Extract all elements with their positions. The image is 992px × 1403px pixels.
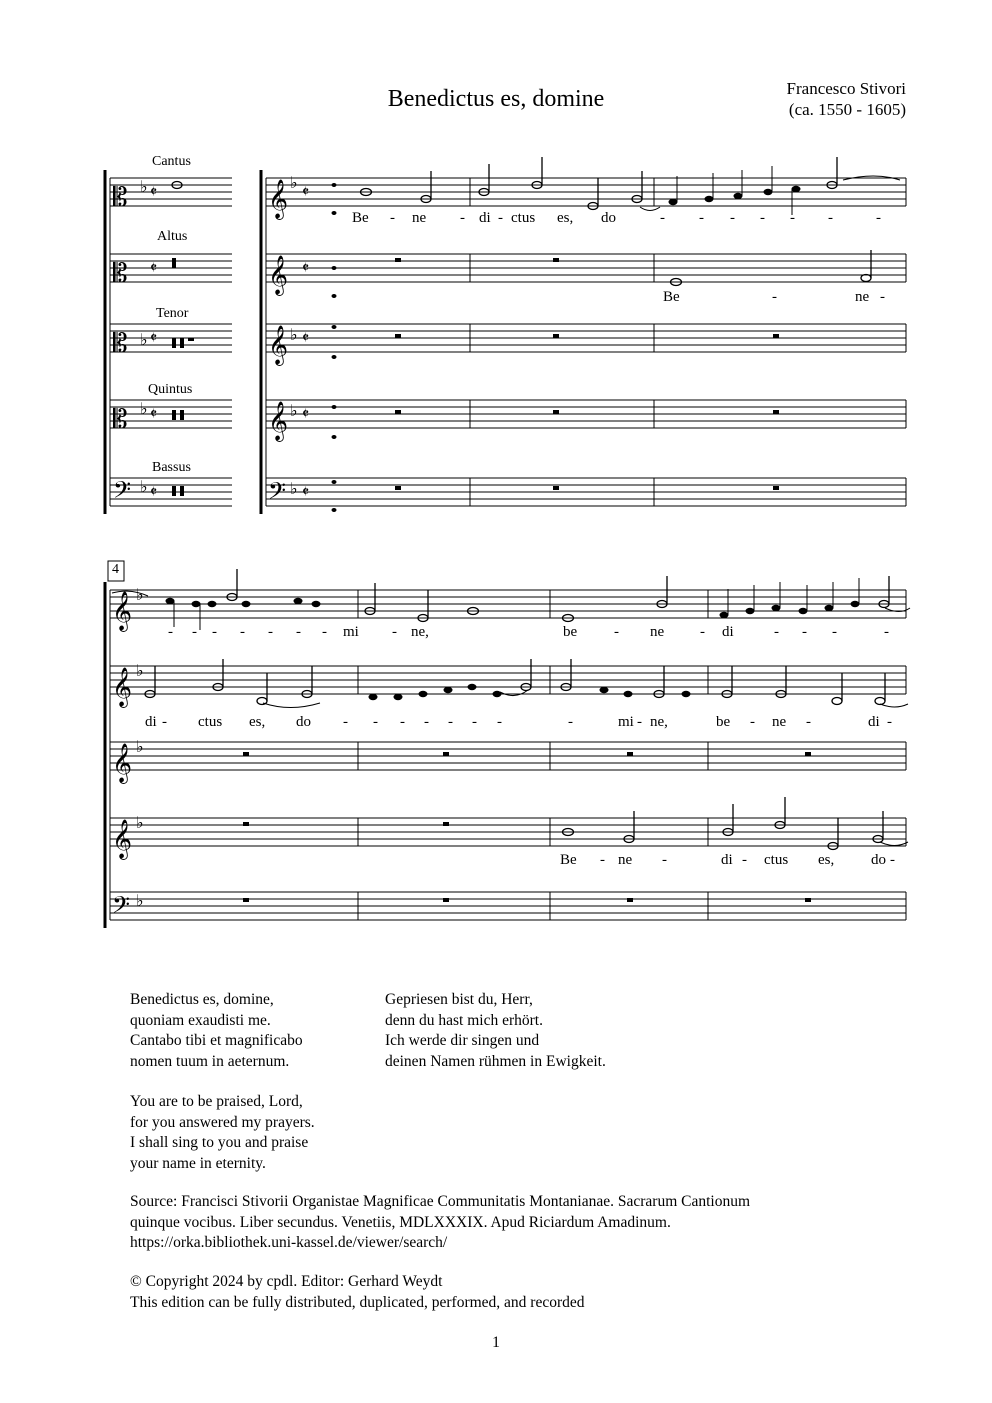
lyric-syllable: -	[750, 714, 755, 730]
lyric-syllable: -	[828, 210, 833, 226]
lyric-syllable: mi	[618, 714, 634, 730]
lyric-syllable: -	[832, 624, 837, 640]
text-line: © Copyright 2024 by cpdl. Editor: Gerhard Weydt	[130, 1273, 443, 1290]
lyric-syllable: Be	[663, 289, 680, 305]
text-line: Gepriesen bist du, Herr,	[385, 991, 533, 1008]
svg-text:𝄵: 𝄵	[302, 404, 310, 423]
svg-text:𝄞: 𝄞	[112, 743, 133, 783]
lyric-syllable: -	[730, 210, 735, 226]
lyric-syllable: -	[790, 210, 795, 226]
svg-text:𝄢: 𝄢	[112, 891, 131, 924]
lyric-syllable: -	[168, 624, 173, 640]
voice-label-tenor: Tenor	[156, 306, 189, 321]
lyric-syllable: -	[498, 210, 503, 226]
lyric-syllable: Be	[560, 852, 577, 868]
lyric-syllable: be	[716, 714, 731, 730]
lyric-syllable: ne	[650, 624, 665, 640]
lyric-syllable: do	[871, 852, 886, 868]
svg-text:𝄵: 𝄵	[150, 404, 158, 423]
lyric-syllable: -	[240, 624, 245, 640]
svg-text:𝄡: 𝄡	[113, 329, 128, 359]
lyric-syllable: -	[890, 852, 895, 868]
text-line: quinque vocibus. Liber secundus. Venetiis, MDLXXXIX. Apud Riciardum Amadinum.	[130, 1213, 671, 1231]
text-line: for you answered my prayers.	[130, 1113, 315, 1131]
source-url[interactable]: https://orka.bibliothek.uni-kassel.de/viewer/search/	[130, 1234, 448, 1251]
svg-text:𝄞: 𝄞	[112, 819, 133, 859]
measure-number: 4	[112, 562, 119, 577]
source-note	[130, 1192, 750, 1254]
svg-text:𝄢: 𝄢	[113, 476, 132, 509]
lyric-syllable: -	[760, 210, 765, 226]
text-line: your name in eternity.	[130, 1154, 266, 1172]
lyric-syllable: -	[162, 714, 167, 730]
lyric-syllable: -	[699, 210, 704, 226]
lyric-syllable: ne	[772, 714, 787, 730]
lyric-syllable: ctus	[511, 210, 536, 226]
text-line: I shall sing to you and praise	[130, 1134, 309, 1151]
lyric-syllable: -	[876, 210, 881, 226]
svg-text:𝄞: 𝄞	[268, 255, 289, 295]
lyric-syllable: Be	[352, 210, 369, 226]
svg-text:♭: ♭	[290, 401, 298, 420]
lyric-syllable: di	[868, 714, 880, 730]
piece-title: Benedictus es, domine	[387, 86, 605, 112]
lyric-syllable: -	[460, 210, 465, 226]
svg-text:𝄵: 𝄵	[150, 258, 158, 277]
svg-text:𝄵: 𝄵	[150, 328, 158, 347]
lyric-syllable: -	[424, 714, 429, 730]
voice-label-altus: Altus	[157, 229, 188, 244]
composer-name: Francesco Stivori	[786, 79, 906, 98]
svg-text:♭: ♭	[290, 173, 298, 192]
lyric-syllable: -	[774, 624, 779, 640]
lyric-syllable: do	[296, 714, 311, 730]
lyric-syllable: -	[600, 852, 605, 868]
svg-text:𝄡: 𝄡	[113, 183, 128, 213]
lyric-syllable: ne	[855, 289, 870, 305]
lyric-syllable: -	[497, 714, 502, 730]
svg-text:♭: ♭	[136, 661, 144, 680]
svg-text:𝄞: 𝄞	[268, 325, 289, 365]
lyric-syllable: es,	[557, 210, 574, 226]
page-number: 1	[492, 1334, 500, 1351]
lyric-syllable: -	[390, 210, 395, 226]
lyric-syllable: -	[296, 624, 301, 640]
lyric-syllable: di	[721, 852, 733, 868]
voice-label-cantus: Cantus	[152, 154, 191, 169]
svg-text:♭: ♭	[136, 891, 144, 910]
lyric-syllable: -	[343, 714, 348, 730]
svg-text:𝄵: 𝄵	[302, 258, 310, 277]
composer-dates: (ca. 1550 - 1605)	[788, 100, 906, 119]
lyric-syllable: -	[568, 714, 573, 730]
lyric-syllable: -	[472, 714, 477, 730]
lyric-syllable: -	[880, 289, 885, 305]
latin-text	[130, 990, 303, 1072]
lyric-syllable: be	[563, 624, 578, 640]
lyric-syllable: ctus	[198, 714, 223, 730]
svg-text:𝄵: 𝄵	[302, 482, 310, 501]
svg-text:♭: ♭	[136, 813, 144, 832]
lyric-syllable: di	[479, 210, 491, 226]
text-line: quoniam exaudisti me.	[130, 1011, 271, 1029]
lyric-syllable: -	[322, 624, 327, 640]
staff-system-2	[105, 561, 906, 928]
svg-text:♭: ♭	[136, 737, 144, 756]
svg-text:♭: ♭	[140, 177, 148, 196]
lyric-syllable: mi	[343, 624, 359, 640]
lyric-syllable: -	[268, 624, 273, 640]
lyric-syllable: -	[887, 714, 892, 730]
staff-system-1	[105, 170, 906, 514]
svg-text:𝄵: 𝄵	[150, 182, 158, 201]
lyric-syllable: -	[212, 624, 217, 640]
text-line: nomen tuum in aeternum.	[130, 1052, 290, 1070]
text-line: Source: Francisci Stivorii Organistae Magnificae Communitatis Montanianae. Sacrarum Cantionum	[130, 1193, 751, 1210]
lyric-syllable: -	[802, 624, 807, 640]
svg-text:♭: ♭	[136, 585, 144, 604]
lyric-syllable: ne	[618, 852, 633, 868]
lyric-syllable: -	[662, 852, 667, 868]
voice-label-quintus: Quintus	[148, 382, 193, 397]
lyric-syllable: ctus	[764, 852, 789, 868]
lyric-syllable: es,	[249, 714, 266, 730]
lyric-syllable: -	[660, 210, 665, 226]
lyric-syllable: di	[145, 714, 157, 730]
svg-text:𝄵: 𝄵	[302, 328, 310, 347]
text-line: Benedictus es, domine,	[130, 991, 274, 1008]
svg-text:𝄵: 𝄵	[150, 482, 158, 501]
text-line: This edition can be fully distributed, duplicated, performed, and recorded	[130, 1293, 585, 1311]
copyright-note	[130, 1272, 585, 1313]
english-text	[130, 1092, 315, 1174]
text-line: denn du hast mich erhört.	[385, 1011, 543, 1029]
lyric-syllable: -	[884, 624, 889, 640]
lyric-syllable: ne,	[411, 624, 429, 640]
lyric-syllable: -	[192, 624, 197, 640]
lyric-syllable: ne	[412, 210, 427, 226]
lyric-syllable: do	[601, 210, 616, 226]
lyric-syllable: -	[448, 714, 453, 730]
voice-label-bassus: Bassus	[152, 460, 191, 475]
text-line: Ich werde dir singen und	[385, 1032, 540, 1049]
svg-text:♭: ♭	[290, 325, 298, 344]
lyric-syllable: -	[806, 714, 811, 730]
lyric-syllable: ne,	[650, 714, 668, 730]
lyric-syllable: -	[772, 289, 777, 305]
svg-text:♭: ♭	[290, 479, 298, 498]
lyric-syllable: -	[400, 714, 405, 730]
lyric-syllable: di	[722, 624, 734, 640]
lyric-syllable: -	[742, 852, 747, 868]
lyric-syllable: -	[700, 624, 705, 640]
lyric-syllable: -	[637, 714, 642, 730]
svg-text:♭: ♭	[140, 399, 148, 418]
text-line: deinen Namen rühmen in Ewigkeit.	[385, 1052, 606, 1070]
lyric-syllable: -	[373, 714, 378, 730]
svg-text:𝄞: 𝄞	[112, 591, 133, 631]
text-line: Cantabo tibi et magnificabo	[130, 1032, 303, 1049]
lyric-syllable: -	[392, 624, 397, 640]
german-text	[385, 990, 606, 1072]
svg-text:𝄡: 𝄡	[113, 259, 128, 289]
text-line: You are to be praised, Lord,	[130, 1093, 303, 1110]
svg-text:𝄵: 𝄵	[302, 182, 310, 201]
lyric-syllable: -	[614, 624, 619, 640]
svg-text:𝄡: 𝄡	[113, 405, 128, 435]
svg-text:♭: ♭	[140, 330, 148, 349]
svg-text:♭: ♭	[140, 477, 148, 496]
svg-text:𝄞: 𝄞	[268, 401, 289, 441]
svg-text:𝄞: 𝄞	[112, 667, 133, 707]
svg-text:𝄞: 𝄞	[268, 179, 289, 219]
lyric-syllable: es,	[818, 852, 835, 868]
svg-text:𝄢: 𝄢	[268, 477, 287, 510]
